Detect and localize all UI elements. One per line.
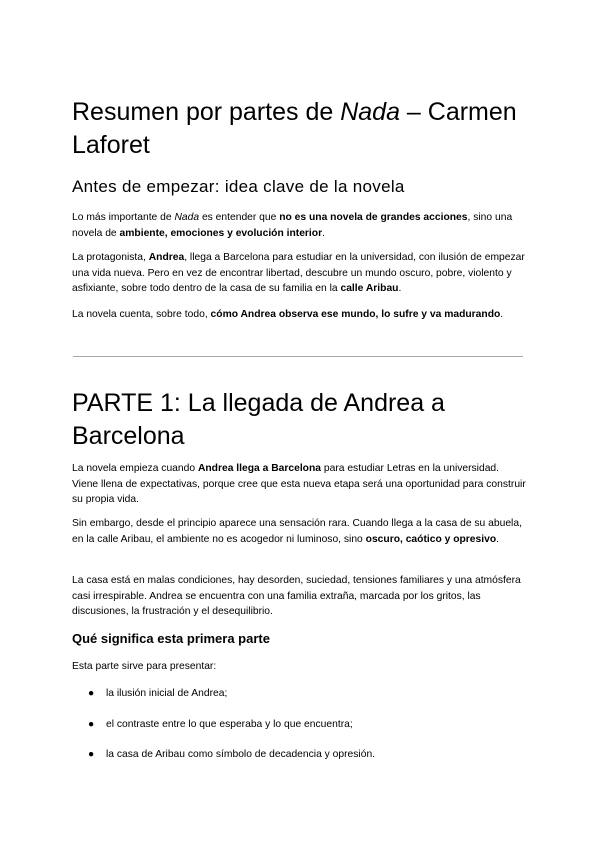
title-suffix: – Carmen Laforet [72,98,517,159]
document-title [72,96,542,162]
bullet-dot-icon: ● [88,688,95,699]
title-prefix: Resumen por partes de [72,98,341,126]
title-italic: Nada [340,98,400,126]
part1-paragraph-1: La novela empieza cuando Andrea llega a Barcelona para estudiar Letras en la universidad. Viene llena de expectativas, porque cree que esta nueva etapa será una oportunidad para construir su propia vida. [72,463,526,505]
intro-paragraph-3: La novela cuenta, sobre todo, cómo Andrea observa ese mundo, lo sufre y va madurando. [72,309,504,320]
intro-heading: Antes de empezar: idea clave de la novela [72,177,405,196]
bullet-dot-icon: ● [88,719,95,730]
part1-paragraph-3: La casa está en malas condiciones, hay desorden, suciedad, tensiones familiares y una atmósfera casi irrespirable. Andrea se encuentra con una familia extraña, marcada por los gritos, las discusiones, la frustración y el desequilibrio. [72,575,521,617]
bullet-dot-icon: ● [88,749,95,760]
part1-lead: Esta parte sirve para presentar: [72,661,217,672]
intro-paragraph-2: La protagonista, Andrea, llega a Barcelona para estudiar en la universidad, con ilusión de empezar una vida nueva. Pero en vez de encontrar libertad, descubre un mundo oscuro, pobre, violento y asfixiante, sobre todo dentro de la casa de su familia en la calle Aribau. [72,252,525,294]
part1-heading: PARTE 1: La llegada de Andrea a Barcelona [72,389,445,450]
horizontal-divider [73,356,523,357]
part1-paragraph-2: Sin embargo, desde el principio aparece una sensación rara. Cuando llega a la casa de su abuela, en la calle Aribau, el ambiente no es acogedor ni luminoso, sino oscuro, caótico y opresivo. [72,518,522,545]
intro-paragraph-1: Lo más importante de Nada es entender que no es una novela de grandes acciones, sino una novela de ambiente, emociones y evolución interior. [72,212,513,239]
list-item: ● la casa de Aribau como símbolo de decadencia y opresión. [88,749,376,760]
part1-subheading: Qué significa esta primera parte [72,631,270,646]
list-item: ● el contraste entre lo que esperaba y lo que encuentra; [88,719,353,730]
list-item: ● la ilusión inicial de Andrea; [88,688,228,699]
